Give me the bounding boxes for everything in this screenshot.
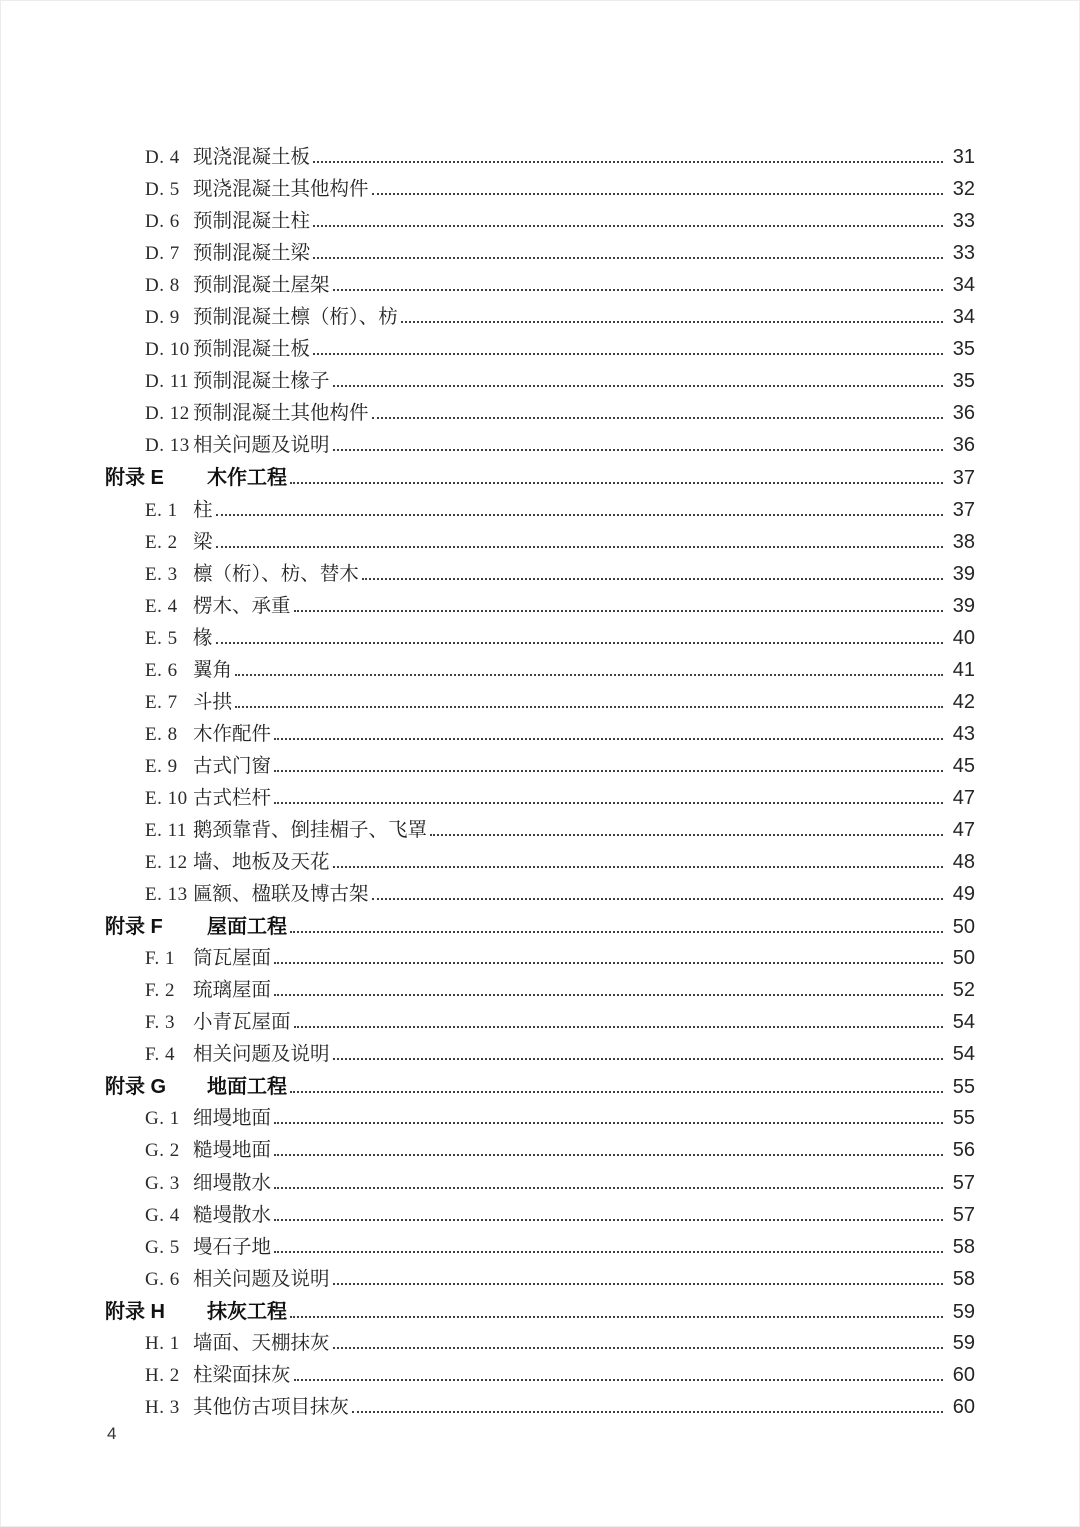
toc-entry-title: 小青瓦屋面	[193, 1011, 291, 1034]
toc-entry	[105, 1102, 975, 1134]
toc-entry-title: 琉璃屋面	[193, 979, 272, 1002]
toc-entry-page: 39	[952, 594, 975, 617]
dot-leader	[313, 222, 943, 227]
toc-entry-title: 抹灰工程	[207, 1300, 287, 1323]
dot-leader	[313, 350, 943, 355]
toc-entry-title: 梁	[193, 530, 213, 553]
dot-leader	[294, 1376, 943, 1381]
toc-entry-page: 34	[952, 274, 975, 297]
toc-entry-title: 地面工程	[207, 1076, 287, 1099]
toc-entry-number: D. 11	[145, 371, 190, 393]
toc-entry	[105, 173, 975, 205]
dot-leader	[401, 318, 943, 323]
toc-entry-page: 59	[952, 1331, 975, 1354]
toc-entry	[105, 1391, 975, 1423]
dot-leader	[274, 1184, 943, 1189]
toc-entry	[105, 1167, 975, 1199]
toc-entry-page: 32	[952, 178, 975, 201]
toc-entry-title: 预制混凝土屋架	[193, 274, 330, 297]
toc-entry-title: 椽	[193, 626, 213, 649]
toc-entry-number: G. 5	[145, 1236, 180, 1258]
toc-entry-page: 58	[952, 1267, 975, 1290]
toc-entry-page: 57	[952, 1203, 975, 1226]
dot-leader	[274, 1216, 943, 1221]
toc-entry-number: D. 13	[145, 435, 190, 457]
toc-entry-title: 屋面工程	[207, 916, 287, 939]
toc-entry-title: 预制混凝土梁	[193, 242, 311, 265]
toc-entry-page: 49	[952, 883, 975, 906]
toc-entry-title: 翼角	[193, 658, 233, 681]
toc-entry-number: E. 10	[145, 787, 188, 809]
toc-entry-number: G. 3	[145, 1172, 180, 1194]
toc-entry-title: 匾额、楹联及博古架	[193, 883, 369, 906]
toc-entry	[105, 1263, 975, 1295]
toc-entry-number: H. 2	[145, 1364, 180, 1386]
toc-entry-title: 其他仿古项目抹灰	[193, 1395, 350, 1418]
toc-entry	[105, 686, 975, 718]
toc-entry	[105, 461, 975, 493]
toc-entry-number: 附录 F	[105, 916, 163, 939]
dot-leader	[274, 767, 943, 772]
toc-entry	[105, 1231, 975, 1263]
dot-leader	[216, 543, 943, 548]
dot-leader	[235, 703, 943, 708]
toc-entry-page: 42	[952, 690, 975, 713]
toc-entry	[105, 590, 975, 622]
toc-entry-title: 预制混凝土椽子	[193, 370, 330, 393]
toc-entry-number: F. 4	[145, 1044, 176, 1066]
toc-entry	[105, 750, 975, 782]
toc-entry-page: 35	[952, 338, 975, 361]
toc-entry	[105, 622, 975, 654]
dot-leader	[235, 671, 943, 676]
toc-entry-page: 36	[952, 434, 975, 457]
dot-leader	[333, 1280, 943, 1285]
dot-leader	[333, 286, 943, 291]
toc-entry-title: 墙面、天棚抹灰	[193, 1331, 330, 1354]
toc-entry	[105, 1070, 975, 1102]
toc-entry-number: F. 2	[145, 980, 176, 1002]
toc-entry	[105, 1006, 975, 1038]
toc-entry-title: 古式门窗	[193, 754, 272, 777]
toc-entry	[105, 1295, 975, 1327]
toc-entry-number: E. 4	[145, 595, 178, 617]
toc-entry-title: 斗拱	[193, 690, 233, 713]
toc-entry-title: 糙墁散水	[193, 1203, 272, 1226]
toc-entry	[105, 974, 975, 1006]
toc-entry-number: D. 7	[145, 243, 180, 265]
toc-entry-number: D. 9	[145, 307, 180, 329]
dot-leader	[290, 928, 943, 933]
toc-entry	[105, 269, 975, 301]
toc-entry-page: 43	[952, 722, 975, 745]
toc-entry-number: E. 6	[145, 659, 178, 681]
toc-entry-page: 59	[952, 1300, 975, 1323]
toc-entry-page: 55	[952, 1076, 975, 1099]
toc-entry-title: 细墁散水	[193, 1171, 272, 1194]
toc-entry-page: 33	[952, 210, 975, 233]
dot-leader	[290, 1313, 943, 1318]
toc-entry-title: 古式栏杆	[193, 786, 272, 809]
toc-entry-number: E. 7	[145, 691, 178, 713]
dot-leader	[294, 1023, 943, 1028]
toc-entry-number: G. 4	[145, 1204, 180, 1226]
toc-entry	[105, 878, 975, 910]
toc-entry-page: 55	[952, 1107, 975, 1130]
dot-leader	[274, 1119, 943, 1124]
toc-entry-title: 预制混凝土柱	[193, 210, 311, 233]
toc-entry	[105, 1134, 975, 1166]
toc-entry	[105, 301, 975, 333]
dot-leader	[274, 799, 943, 804]
toc-entry-page: 47	[952, 818, 975, 841]
dot-leader	[372, 190, 943, 195]
toc-entry-title: 墁石子地	[193, 1235, 272, 1258]
dot-leader	[313, 158, 943, 163]
toc-entry	[105, 1038, 975, 1070]
toc-entry-title: 预制混凝土板	[193, 338, 311, 361]
dot-leader	[274, 1248, 943, 1253]
toc-entry-number: E. 5	[145, 627, 178, 649]
toc-entry-number: H. 3	[145, 1396, 180, 1418]
toc-entry-page: 36	[952, 402, 975, 425]
dot-leader	[290, 479, 943, 484]
dot-leader	[216, 639, 943, 644]
toc-list	[105, 141, 975, 1423]
toc-entry-page: 38	[952, 530, 975, 553]
dot-leader	[372, 895, 943, 900]
toc-entry-number: 附录 E	[105, 467, 164, 490]
toc-entry-number: 附录 H	[105, 1300, 165, 1323]
table-of-contents	[105, 141, 975, 1423]
toc-entry-number: F. 1	[145, 948, 176, 970]
toc-entry	[105, 205, 975, 237]
toc-entry	[105, 846, 975, 878]
toc-entry-page: 37	[952, 467, 975, 490]
toc-entry-page: 35	[952, 370, 975, 393]
toc-entry	[105, 237, 975, 269]
toc-entry-number: G. 1	[145, 1108, 180, 1130]
dot-leader	[274, 1151, 943, 1156]
toc-entry-title: 楞木、承重	[193, 594, 291, 617]
toc-entry	[105, 654, 975, 686]
toc-entry-page: 31	[952, 146, 975, 168]
toc-entry-number: E. 3	[145, 563, 178, 585]
toc-entry-number: G. 6	[145, 1268, 180, 1290]
toc-entry	[105, 942, 975, 974]
toc-entry	[105, 1327, 975, 1359]
toc-entry	[105, 365, 975, 397]
toc-entry	[105, 718, 975, 750]
toc-entry-page: 52	[952, 979, 975, 1002]
toc-entry	[105, 1199, 975, 1231]
toc-entry-title: 柱梁面抹灰	[193, 1363, 291, 1386]
dot-leader	[274, 991, 943, 996]
toc-entry-page: 54	[952, 1011, 975, 1034]
toc-entry-page: 50	[952, 916, 975, 939]
toc-entry	[105, 558, 975, 590]
toc-entry-number: E. 12	[145, 852, 188, 874]
toc-entry-number: E. 1	[145, 499, 178, 521]
dot-leader	[362, 575, 943, 580]
toc-entry	[105, 526, 975, 558]
dot-leader	[274, 959, 943, 964]
toc-entry	[105, 814, 975, 846]
toc-entry-number: D. 10	[145, 339, 190, 361]
toc-entry-title: 细墁地面	[193, 1107, 272, 1130]
toc-entry-number: E. 2	[145, 531, 178, 553]
toc-entry-title: 相关问题及说明	[193, 1267, 330, 1290]
toc-entry-number: D. 5	[145, 179, 180, 201]
toc-entry-title: 预制混凝土其他构件	[193, 402, 369, 425]
dot-leader	[290, 1088, 943, 1093]
toc-entry-page: 45	[952, 754, 975, 777]
dot-leader	[333, 1344, 943, 1349]
toc-entry-title: 鹅颈靠背、倒挂楣子、飞罩	[193, 818, 428, 841]
toc-entry-title: 预制混凝土檩（桁）、枋	[193, 306, 398, 329]
toc-entry	[105, 333, 975, 365]
toc-entry	[105, 429, 975, 461]
toc-entry-number: D. 4	[145, 147, 180, 168]
toc-entry-title: 木作配件	[193, 722, 272, 745]
toc-entry-title: 檩（桁）、枋、替木	[193, 562, 359, 585]
dot-leader	[333, 1055, 943, 1060]
toc-entry-title: 现浇混凝土板	[193, 146, 311, 168]
toc-entry-number: G. 2	[145, 1140, 180, 1162]
toc-entry-page: 54	[952, 1043, 975, 1066]
toc-entry-number: D. 6	[145, 211, 180, 233]
toc-entry-page: 60	[952, 1363, 975, 1386]
dot-leader	[430, 831, 943, 836]
toc-entry-page: 41	[952, 658, 975, 681]
toc-entry-page: 47	[952, 786, 975, 809]
toc-entry-title: 现浇混凝土其他构件	[193, 178, 369, 201]
dot-leader	[333, 863, 943, 868]
toc-entry	[105, 494, 975, 526]
toc-entry-number: E. 8	[145, 723, 178, 745]
toc-entry-number: H. 1	[145, 1332, 180, 1354]
toc-entry-title: 墙、地板及天花	[193, 851, 330, 874]
toc-entry	[105, 1359, 975, 1391]
toc-entry-page: 40	[952, 626, 975, 649]
toc-entry-title: 筒瓦屋面	[193, 947, 272, 970]
toc-entry-page: 48	[952, 851, 975, 874]
dot-leader	[274, 735, 943, 740]
toc-entry-title: 糙墁地面	[193, 1139, 272, 1162]
toc-entry	[105, 141, 975, 173]
toc-entry-number: D. 8	[145, 275, 180, 297]
toc-entry	[105, 782, 975, 814]
dot-leader	[372, 414, 943, 419]
toc-entry-page: 57	[952, 1171, 975, 1194]
toc-entry-page: 60	[952, 1395, 975, 1418]
toc-entry-number: D. 12	[145, 403, 190, 425]
page-number: 4	[107, 1424, 117, 1443]
toc-entry	[105, 397, 975, 429]
toc-entry-page: 33	[952, 242, 975, 265]
toc-entry-title: 相关问题及说明	[193, 434, 330, 457]
toc-entry-number: F. 3	[145, 1012, 176, 1034]
toc-entry-title: 柱	[193, 498, 213, 521]
toc-entry-number: 附录 G	[105, 1076, 167, 1099]
toc-entry-page: 34	[952, 306, 975, 329]
toc-entry-page: 39	[952, 562, 975, 585]
toc-entry-title: 木作工程	[207, 467, 287, 490]
toc-entry-page: 37	[952, 498, 975, 521]
toc-entry-page: 58	[952, 1235, 975, 1258]
toc-entry	[105, 910, 975, 942]
toc-entry-page: 50	[952, 947, 975, 970]
dot-leader	[352, 1408, 943, 1413]
dot-leader	[216, 511, 943, 516]
toc-entry-number: E. 13	[145, 884, 188, 906]
toc-entry-number: E. 11	[145, 819, 187, 841]
toc-entry-title: 相关问题及说明	[193, 1043, 330, 1066]
toc-entry-number: E. 9	[145, 755, 178, 777]
dot-leader	[294, 607, 943, 612]
toc-entry-page: 56	[952, 1139, 975, 1162]
dot-leader	[333, 382, 943, 387]
dot-leader	[333, 446, 943, 451]
dot-leader	[313, 254, 943, 259]
